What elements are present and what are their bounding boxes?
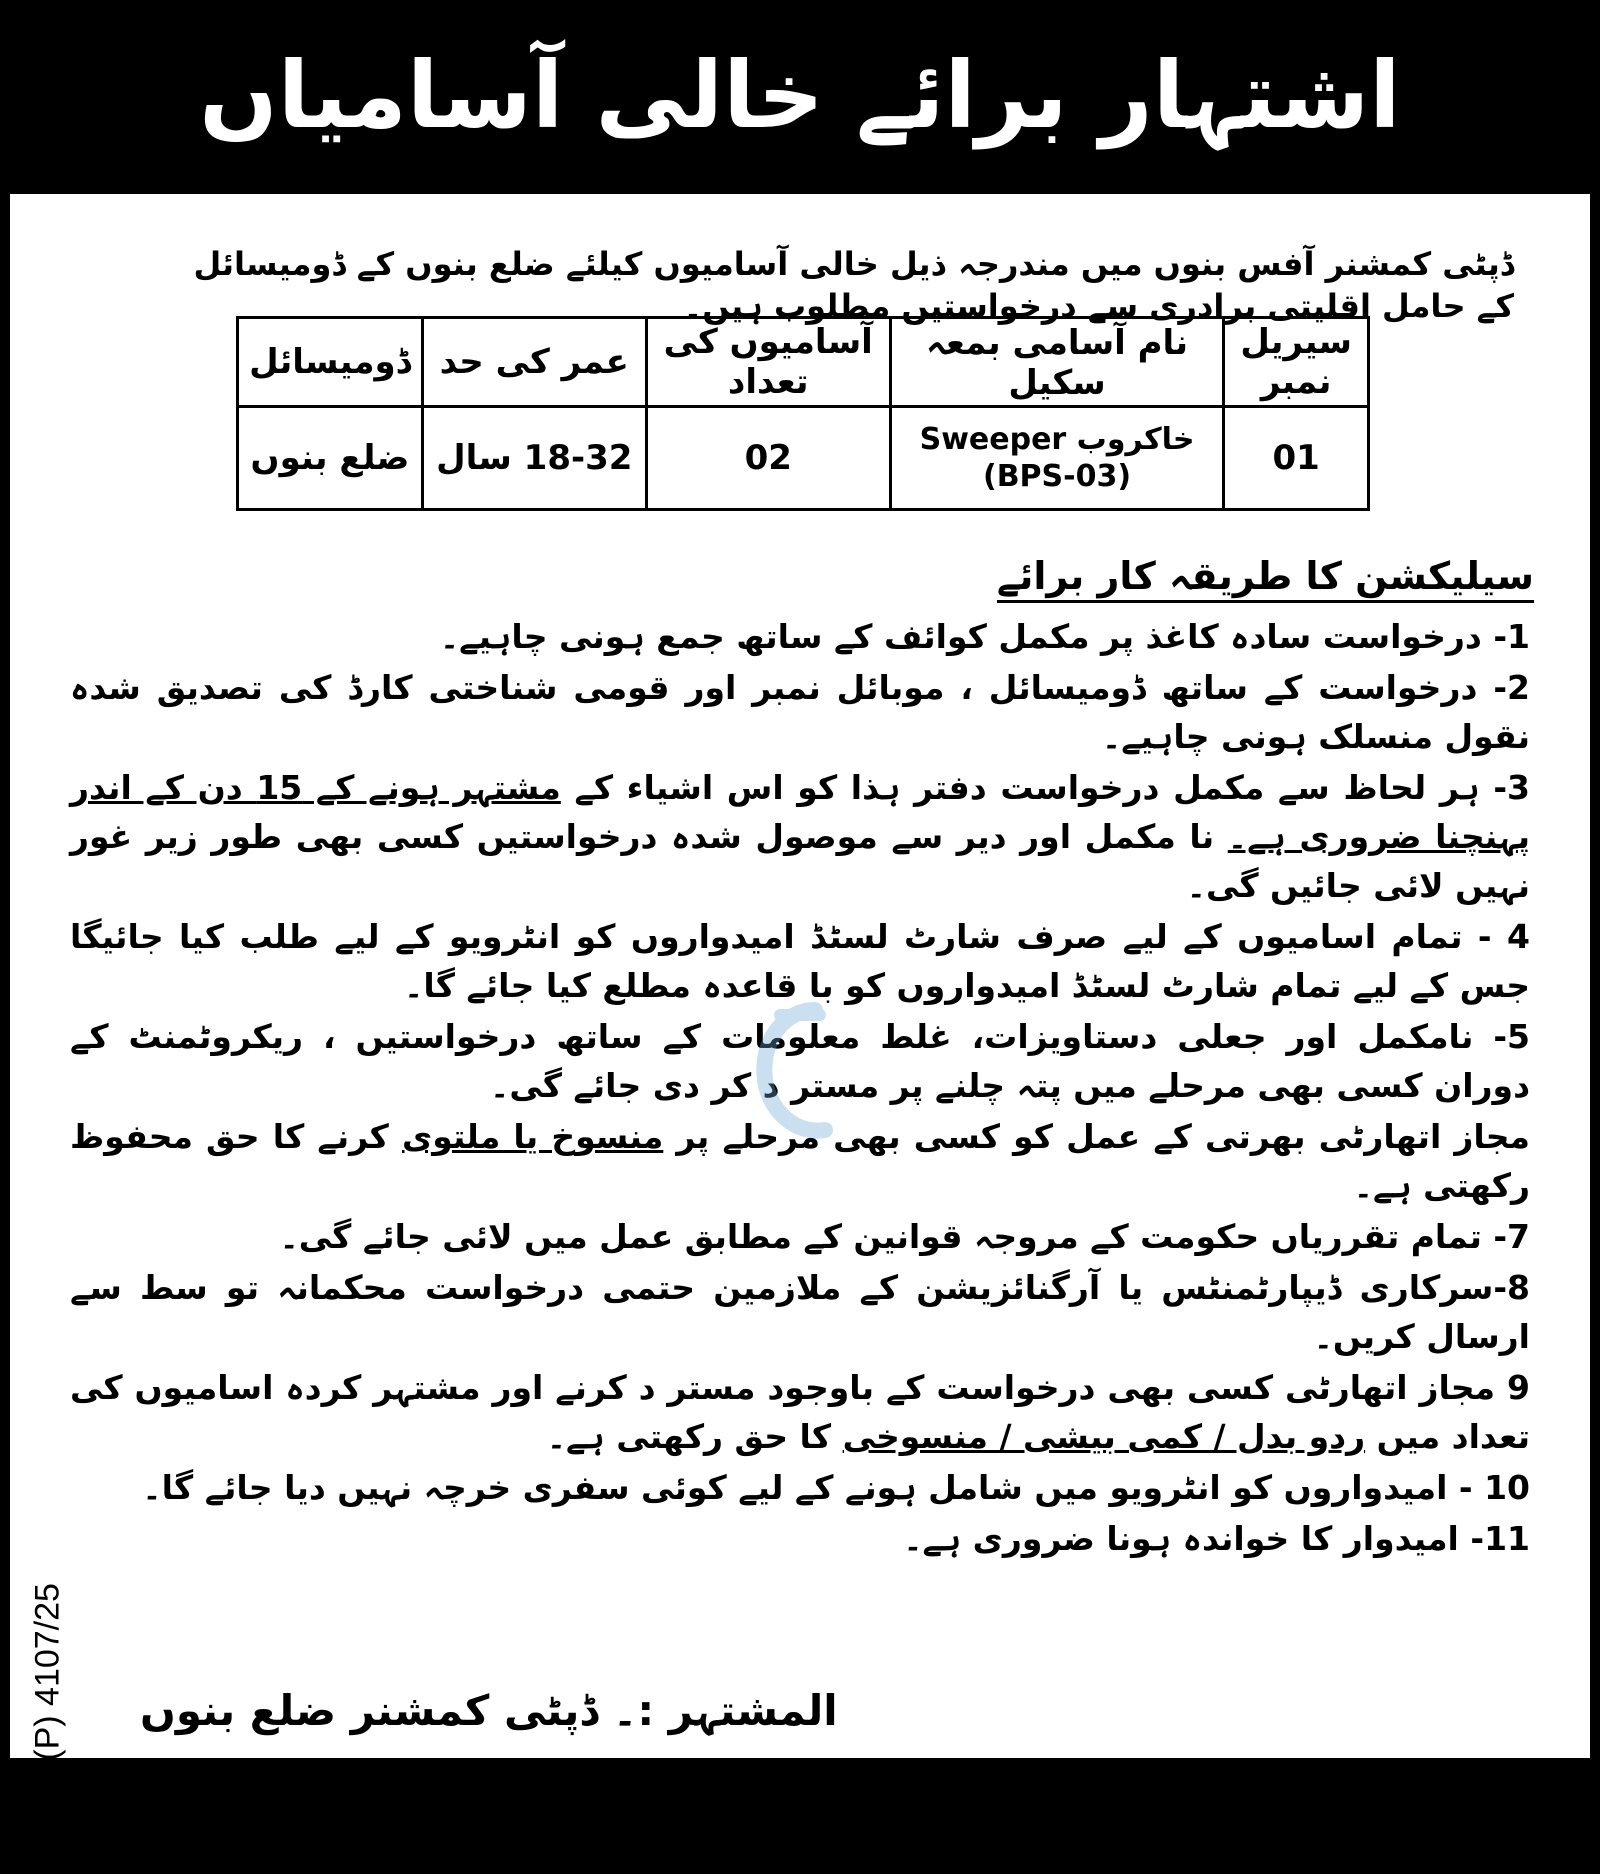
reference-number bbox=[18, 1534, 78, 1874]
rule-6-text-b: کرنے کا حق محفوظ رکھتی ہے۔ bbox=[70, 1117, 1530, 1205]
header-post: نام آسامی بمعہ سکیل bbox=[890, 318, 1223, 407]
cell-age: 18-32 سال bbox=[422, 407, 646, 510]
posts-table bbox=[236, 316, 1370, 511]
cell-count: 02 bbox=[646, 407, 890, 510]
selection-title: سیلیکشن کا طریقہ کار برائے bbox=[997, 554, 1534, 603]
rule-3-text-b: نا مکمل اور دیر سے موصول شدہ درخواستیں کسی بھی طور زیر غور نہیں لائی جائیں گی۔ bbox=[70, 817, 1530, 905]
post-name: خاکروب Sweeper bbox=[919, 421, 1195, 457]
header-count: آسامیوں کی تعداد bbox=[646, 318, 890, 407]
header-serial: سیریل نمبر bbox=[1224, 318, 1369, 407]
rule-3-text-a: 3- ہر لحاظ سے مکمل درخواست دفتر ہذا کو اس اشیاء کے bbox=[574, 768, 1531, 807]
page-title: اشتہار برائے خالی آسامیاں bbox=[199, 41, 1401, 149]
header-domicile: ڈومیسائل bbox=[238, 318, 423, 407]
rule-7: 7- تمام تقرریاں حکومت کے مروجہ قوانین کے مطابق عمل میں لائی جائے گی۔ bbox=[279, 1217, 1530, 1256]
rule-9-text-a: 9 مجاز اتھارٹی کسی بھی درخواست کے باوجود مستر د کرنے اور مشتہر کردہ اسامیوں کی تعداد میں bbox=[70, 1368, 1530, 1456]
rule-3 bbox=[70, 763, 1530, 910]
rule-10: 10 - امیدواروں کو انٹرویو میں شامل ہونے کے لیے کوئی سفری خرچہ نہیں دیا جائے گا۔ bbox=[142, 1468, 1530, 1507]
rule-6-underlined: منسوخ یا ملتوی bbox=[401, 1117, 664, 1156]
rule-3-underlined: مشتہر ہونے کے 15 دن کے اندر پہنچنا ضروری ہے۔ bbox=[70, 768, 1530, 856]
rule-2: 2- درخواست کے ساتھ ڈومیسائل ، موبائل نمبر اور قومی شناختی کارڈ کی تصدیق شدہ نقول منسلک ہونی چاہیے۔ bbox=[70, 668, 1530, 756]
signature: المشتہر :۔ ڈپٹی کمشنر ضلع بنوں bbox=[140, 1686, 838, 1735]
rule-8: 8-سرکاری ڈیپارٹمنٹس یا آرگنائزیشن کے ملازمین حتمی درخواست محکمانہ تو سط سے ارسال کریں۔ bbox=[70, 1268, 1530, 1356]
header-banner bbox=[0, 0, 1600, 190]
advertisement-body bbox=[10, 194, 1590, 1825]
rule-4: 4 - تمام اسامیوں کے لیے صرف شارٹ لسٹڈ امیدواروں کو انٹرویو کے لیے طلب کیا جائیگا جس کے لیے تمام شارٹ لسٹڈ امیدواروں کو با قاعدہ مطلع کیا جائے گا۔ bbox=[70, 917, 1530, 1005]
rule-9 bbox=[70, 1363, 1530, 1461]
table-row bbox=[238, 407, 1369, 510]
cell-domicile: ضلع بنوں bbox=[238, 407, 423, 510]
rule-11: 11- امیدوار کا خواندہ ہونا ضروری ہے۔ bbox=[903, 1519, 1530, 1558]
watermark-logo-icon bbox=[745, 1000, 845, 1150]
header-age: عمر کی حد bbox=[422, 318, 646, 407]
reference-text: INF (P) 4107/25 bbox=[28, 1583, 67, 1825]
rule-9-underlined: ردو بدل / کمی بیشی / منسوخی bbox=[842, 1417, 1366, 1456]
rule-9-text-b: کا حق رکھتی ہے۔ bbox=[546, 1417, 832, 1456]
rule-6-text-a: مجاز اتھارٹی بھرتی کے عمل کو کسی بھی مرحلے پر bbox=[676, 1117, 1530, 1156]
post-scale: (BPS-03) bbox=[982, 459, 1132, 494]
intro-text: ڈپٹی کمشنر آفس بنوں میں مندرجہ ذیل خالی آسامیوں کیلئے ضلع بنوں کے ڈومیسائل کے حامل اقلیتی برادری سے درخواستیں مطلوب ہیں۔ bbox=[193, 245, 1514, 325]
cell-serial: 01 bbox=[1224, 407, 1369, 510]
table-header-row bbox=[238, 318, 1369, 407]
cell-post bbox=[890, 407, 1223, 510]
rule-5: 5- نامکمل اور جعلی دستاویزات، غلط معلومات کے ساتھ درخواستیں ، ریکروٹمنٹ کے دوران کسی بھی مرحلے میں پتہ چلنے پر مستر د کر دی جائے گی۔ bbox=[70, 1017, 1530, 1105]
rule-1: 1- درخواست سادہ کاغذ پر مکمل کوائف کے ساتھ جمع ہونی چاہیے۔ bbox=[439, 617, 1530, 656]
